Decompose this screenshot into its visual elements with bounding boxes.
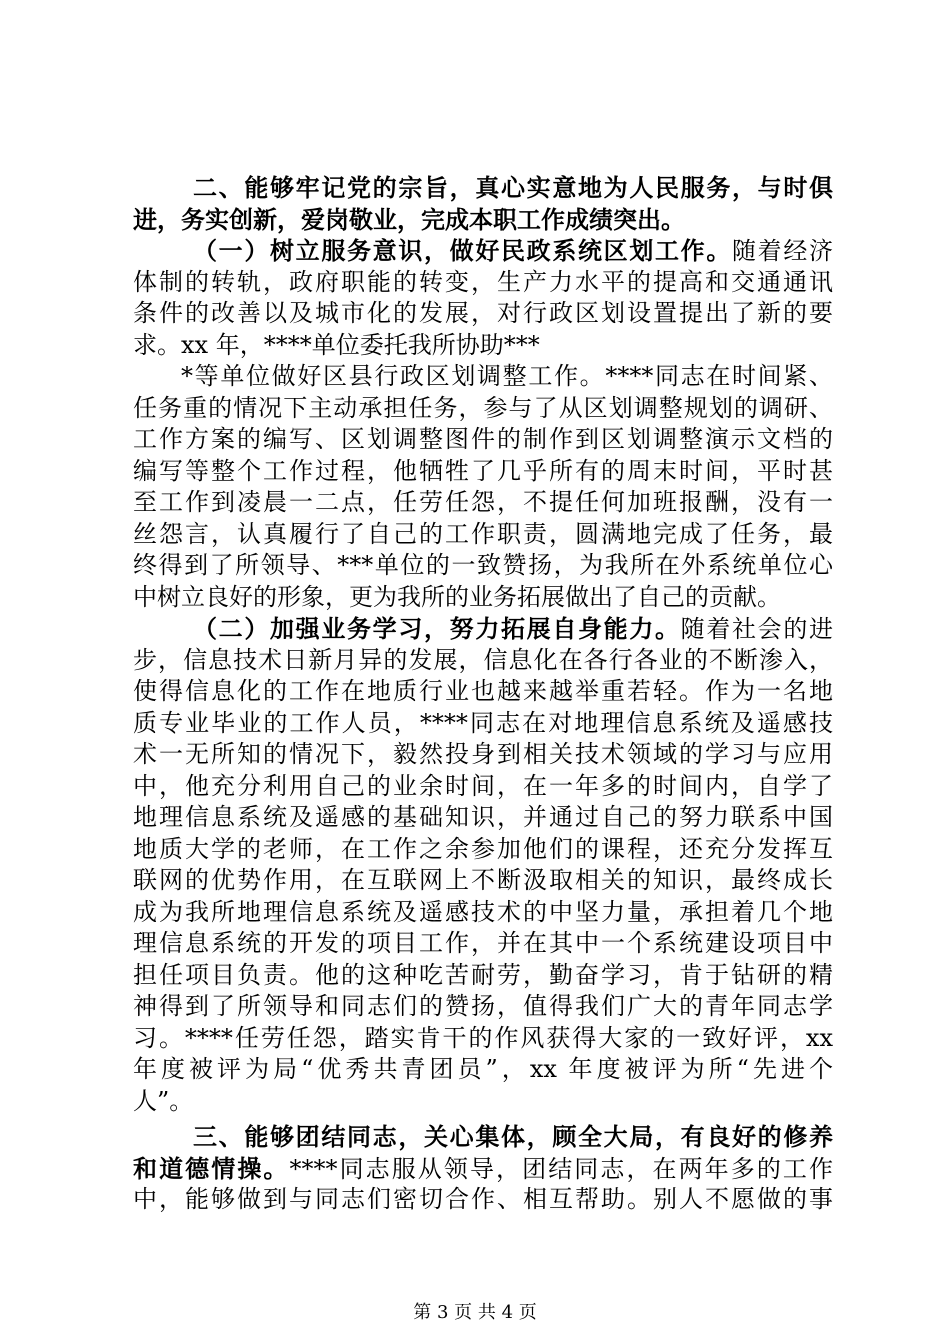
paragraph-line bbox=[133, 361, 833, 393]
paragraph-line bbox=[133, 424, 833, 456]
text-line: ****同志服从领导，团结同志，在两年多的工作 bbox=[289, 1154, 834, 1183]
paragraph-line bbox=[133, 739, 833, 771]
paragraph-line bbox=[133, 393, 833, 425]
document-body bbox=[133, 172, 833, 1216]
text-line: 地质大学的老师，在工作之余参加他们的课程，还充分发挥互 bbox=[133, 834, 833, 863]
text-line: 中树立良好的形象，更为我所的业务拓展做出了自己的贡献。 bbox=[133, 582, 781, 611]
text-line: 质专业毕业的工作人员，****同志在对地理信息系统及遥感技 bbox=[133, 708, 833, 737]
text-line: 三、能够团结同志，关心集体，顾全大局，有良好的修养 bbox=[193, 1122, 833, 1151]
text-line: 神得到了所领导和同志们的赞扬，值得我们广大的青年同志学 bbox=[133, 992, 833, 1020]
paragraph-line bbox=[133, 456, 833, 488]
paragraph-line bbox=[133, 1023, 833, 1055]
paragraph-line bbox=[133, 1184, 833, 1216]
text-line: 随着经济 bbox=[732, 237, 833, 265]
paragraph-line bbox=[133, 802, 833, 834]
section-heading-3 bbox=[133, 1121, 833, 1153]
text-line: 进，务实创新，爱岗敬业，完成本职工作成绩突出。 bbox=[133, 204, 685, 234]
text-line: *等单位做好区县行政区划调整工作。****同志在时间紧、 bbox=[181, 362, 833, 390]
paragraph-line bbox=[133, 676, 833, 708]
text-line: 终得到了所领导、***单位的一致赞扬，为我所在外系统单位心 bbox=[133, 551, 833, 579]
paragraph-line bbox=[133, 487, 833, 519]
text-line: 理信息系统的开发的项目工作，并在其中一个系统建设项目中 bbox=[133, 929, 833, 957]
text-line: 求。xx 年，****单位委托我所协助*** bbox=[133, 330, 540, 359]
paragraph-line bbox=[133, 267, 833, 299]
paragraph-line bbox=[133, 991, 833, 1023]
text-line: 使得信息化的工作在地质行业也越来越举重若轻。作为一名地 bbox=[133, 677, 833, 705]
page-number-label: 第 3 页 共 4 页 bbox=[413, 1302, 537, 1323]
text-line: 联网的优势作用，在互联网上不断汲取相关的知识，最终成长 bbox=[133, 866, 833, 894]
section-3-line bbox=[133, 1153, 833, 1185]
text-line: 人”。 bbox=[133, 1086, 194, 1115]
text-line: 步，信息技术日新月异的发展，信息化在各行各业的不断渗入， bbox=[133, 645, 833, 674]
subsection-heading-1: （一）树立服务意识，做好民政系统区划工作。 bbox=[193, 236, 732, 265]
text-line: 中，能够做到与同志们密切合作、相互帮助。别人不愿做的事 bbox=[133, 1185, 833, 1213]
text-line: 中，他充分利用自己的业余时间，在一年多的时间内，自学了 bbox=[133, 771, 833, 800]
text-line: 地理信息系统及遥感的基础知识，并通过自己的努力联系中国 bbox=[133, 803, 833, 831]
subsection-heading-2: （二）加强业务学习，努力拓展自身能力。 bbox=[193, 614, 681, 643]
paragraph-line bbox=[133, 834, 833, 866]
paragraph-line bbox=[133, 330, 833, 362]
paragraph-line bbox=[133, 928, 833, 960]
text-line: 术一无所知的情况下，毅然投身到相关技术领域的学习与应用 bbox=[133, 740, 833, 768]
text-line: 担任项目负责。他的这种吃苦耐劳，勤奋学习，肯于钻研的精 bbox=[133, 960, 833, 989]
paragraph-line bbox=[133, 771, 833, 803]
paragraph-line bbox=[133, 865, 833, 897]
section-heading-2 bbox=[133, 172, 833, 204]
text-line: 成为我所地理信息系统及遥感技术的中坚力量，承担着几个地 bbox=[133, 897, 833, 926]
page-number-footer bbox=[0, 1298, 950, 1324]
paragraph-line bbox=[133, 645, 833, 677]
text-line: 编写等整个工作过程，他牺牲了几乎所有的周末时间，平时甚 bbox=[133, 456, 833, 485]
text-line: 随着社会的进 bbox=[680, 615, 834, 643]
text-line: 至工作到凌晨一二点，任劳任怨，不提任何加班报酬，没有一 bbox=[133, 488, 833, 516]
paragraph-line bbox=[133, 298, 833, 330]
paragraph-line bbox=[133, 582, 833, 614]
text-line: 习。****任劳任怨，踏实肯干的作风获得大家的一致好评，xx bbox=[133, 1023, 833, 1052]
subsection-2-line bbox=[133, 613, 833, 645]
subsection-1-line bbox=[133, 235, 833, 267]
section-heading-2-cont bbox=[133, 204, 833, 236]
text-line: 丝怨言，认真履行了自己的工作职责，圆满地完成了任务，最 bbox=[133, 519, 833, 548]
text-line: 体制的转轨，政府职能的转变，生产力水平的提高和交通通讯 bbox=[133, 267, 833, 296]
text-line: 任务重的情况下主动承担任务，参与了从区划调整规划的调研、 bbox=[133, 393, 833, 422]
section-heading-3-cont: 和道德情操。 bbox=[133, 1153, 290, 1183]
paragraph-line bbox=[133, 708, 833, 740]
paragraph-line bbox=[133, 1054, 833, 1086]
paragraph-line bbox=[133, 550, 833, 582]
paragraph-line bbox=[133, 1086, 833, 1118]
paragraph-line bbox=[133, 960, 833, 992]
text-line: 年度被评为局“优秀共青团员”，xx 年度被评为所“先进个 bbox=[133, 1055, 833, 1083]
text-line: 二、能够牢记党的宗旨，真心实意地为人民服务，与时俱 bbox=[193, 173, 833, 202]
text-line: 工作方案的编写、区划调整图件的制作到区划调整演示文档的 bbox=[133, 425, 833, 453]
text-line: 条件的改善以及城市化的发展，对行政区划设置提出了新的要 bbox=[133, 299, 833, 327]
paragraph-line bbox=[133, 519, 833, 551]
paragraph-line bbox=[133, 897, 833, 929]
